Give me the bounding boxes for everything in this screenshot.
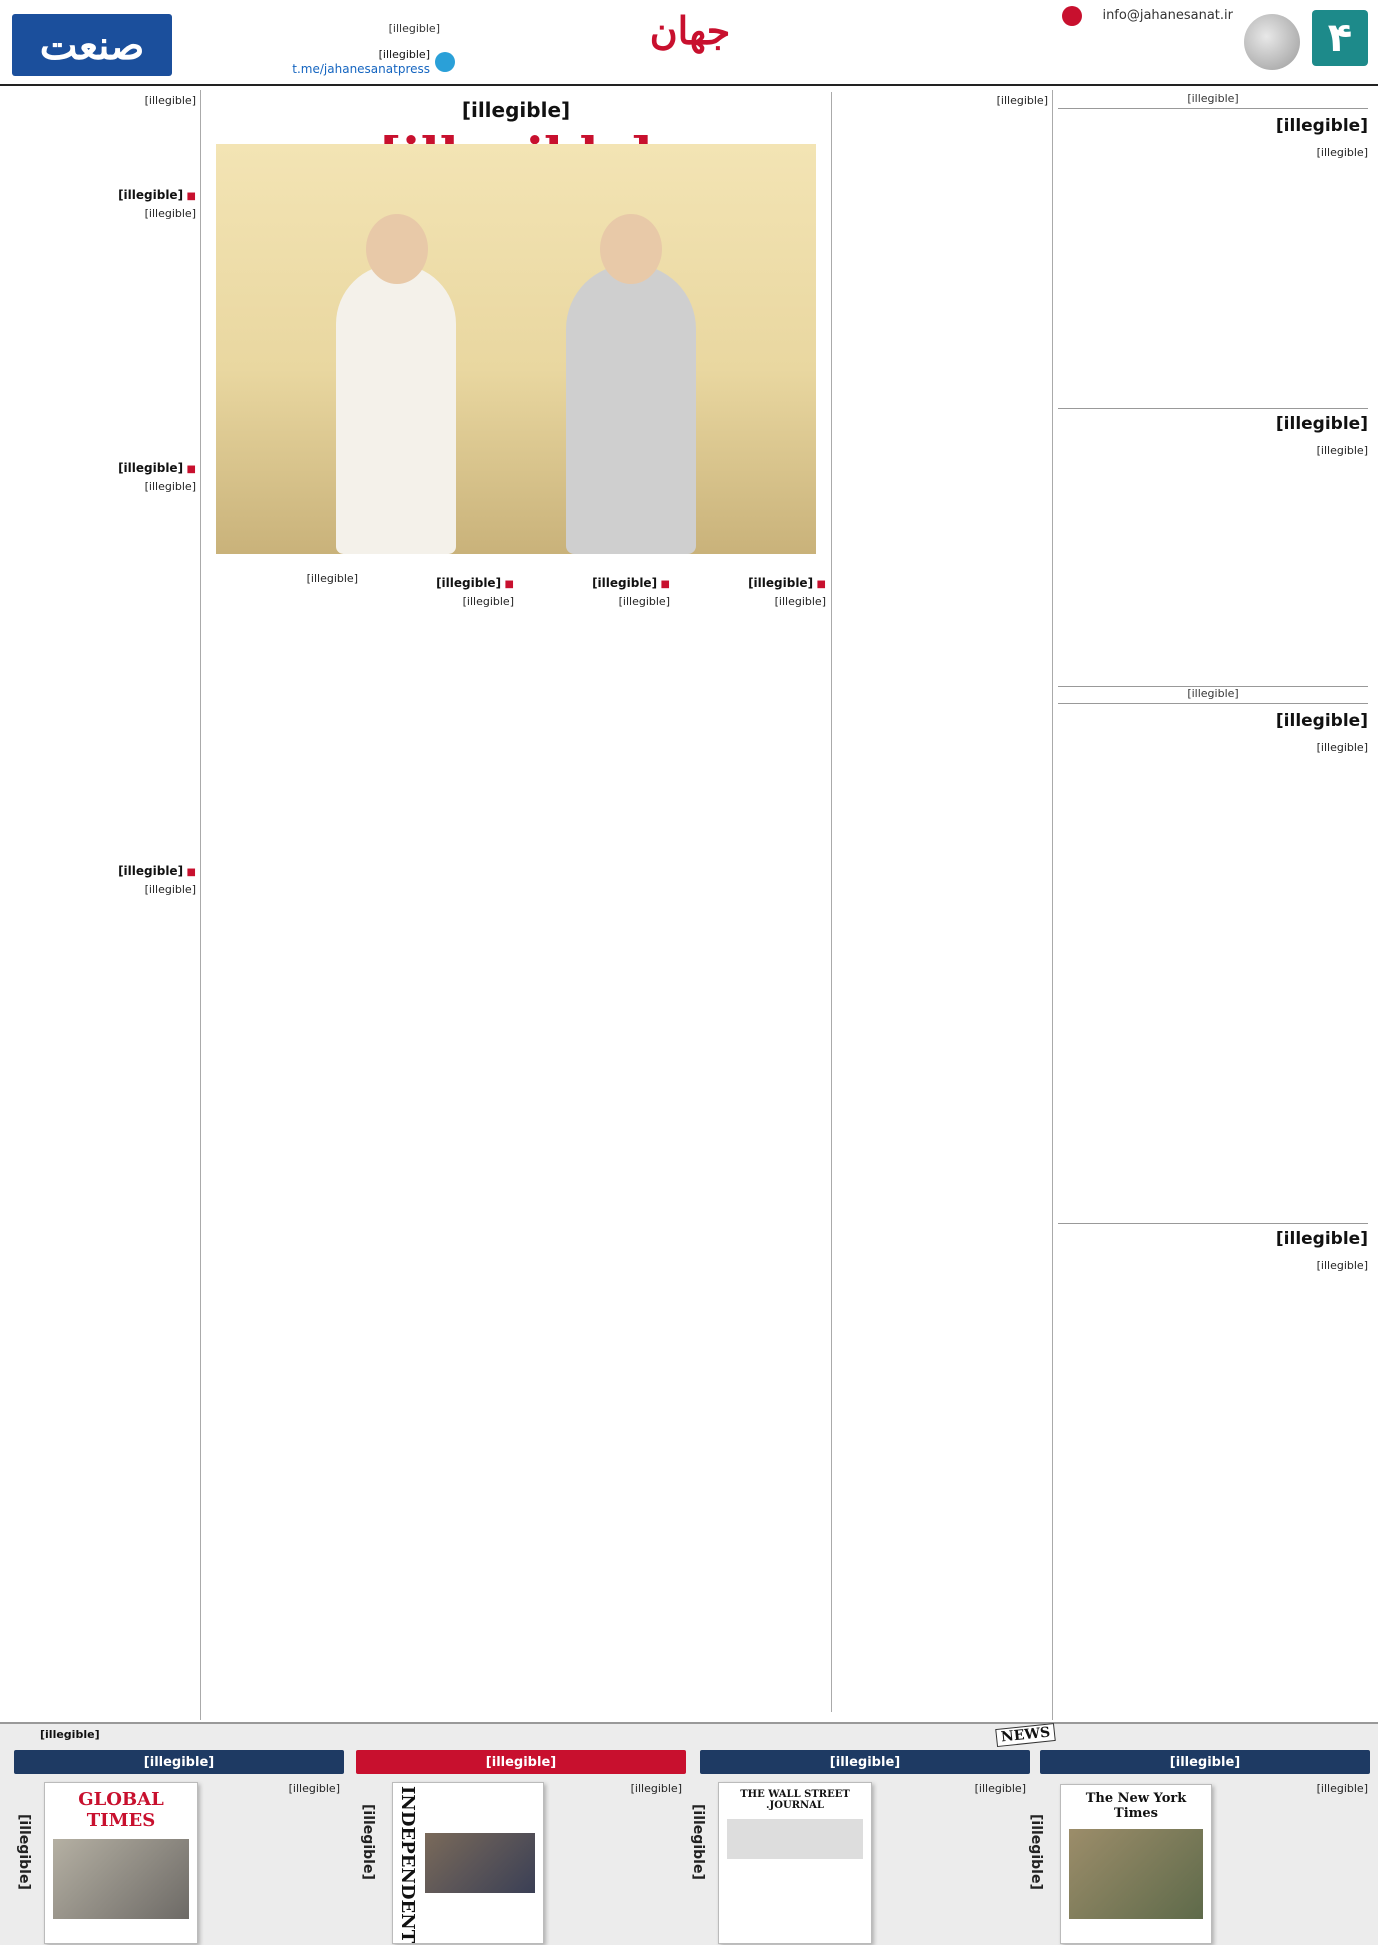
- panel-text: [illegible]: [1316, 1782, 1368, 1795]
- main-supertitle: [illegible]: [461, 98, 571, 122]
- panel-text: [illegible]: [288, 1782, 340, 1795]
- main-col-text: [illegible]: [144, 883, 196, 896]
- panel-title[interactable]: [illegible]: [14, 1750, 344, 1774]
- main-subhead: ■ [illegible]: [8, 188, 196, 202]
- story-body: [illegible]: [1316, 145, 1368, 159]
- story-italy-manufacturing: [1058, 413, 1368, 682]
- paper-masthead: THE WALL STREET JOURNAL.: [740, 1789, 850, 1811]
- main-col-text: [illegible]: [618, 595, 670, 608]
- newspaper-thumbnail: [44, 1782, 198, 1944]
- main-photo: [216, 144, 816, 554]
- newspaper-thumbnail: [1060, 1784, 1212, 1944]
- main-subhead: ■ [illegible]: [522, 576, 670, 590]
- main-story: [206, 92, 1048, 1717]
- news-badge: NEWS: [995, 1723, 1056, 1747]
- main-col-text: [illegible]: [144, 480, 196, 493]
- story-title[interactable]: [illegible]: [1275, 413, 1368, 434]
- telegram-text: [illegible]: [378, 48, 430, 61]
- main-col-text: [illegible]: [144, 207, 196, 220]
- issue-info: [illegible]: [388, 22, 440, 35]
- contact-email[interactable]: info@jahanesanat.ir: [1102, 8, 1233, 23]
- main-lead: [illegible]: [996, 94, 1048, 107]
- main-subhead: ■ [illegible]: [8, 461, 196, 475]
- paper-name-label: [illegible]: [16, 1814, 32, 1890]
- paper-name-label: [illegible]: [690, 1804, 706, 1880]
- story-kicker: [illegible]: [1058, 687, 1368, 704]
- page-number: ۴: [1312, 10, 1368, 66]
- paper-name-label: [illegible]: [360, 1804, 376, 1880]
- newspaper-thumbnail: [718, 1782, 872, 1944]
- main-col-b: [678, 570, 826, 1710]
- story-wage-increase: [1058, 92, 1368, 404]
- paper-masthead: INDEPENDENT: [397, 1785, 418, 1943]
- press-review-strip: [0, 1722, 1378, 1945]
- main-col-text: [illegible]: [144, 94, 196, 107]
- main-col-d: [366, 570, 514, 1710]
- main-col-c: [522, 570, 670, 1710]
- story-body: [illegible]: [1316, 740, 1368, 754]
- page-header: [0, 0, 1378, 86]
- telegram-link[interactable]: t.me/jahanesanatpress: [292, 62, 430, 76]
- main-subhead: ■ [illegible]: [8, 864, 196, 878]
- story-title[interactable]: [illegible]: [1275, 1228, 1368, 1249]
- story-body: [illegible]: [1316, 443, 1368, 457]
- main-subhead: ■ [illegible]: [366, 576, 514, 590]
- paper-masthead: The New York Times: [1085, 1791, 1187, 1821]
- main-col-text: [illegible]: [462, 595, 514, 608]
- paper-masthead: GLOBAL TIMES: [78, 1789, 164, 1831]
- story-body: [illegible]: [1316, 1258, 1368, 1272]
- main-subhead: ■ [illegible]: [678, 576, 826, 590]
- story-title[interactable]: [illegible]: [1275, 710, 1368, 731]
- story-kicker: [illegible]: [1058, 92, 1368, 109]
- main-col-a: [208, 570, 358, 1710]
- section-title: جهان: [649, 8, 731, 53]
- panel-text: [illegible]: [974, 1782, 1026, 1795]
- mail-icon: [1062, 6, 1082, 26]
- paper-name-label: [illegible]: [1028, 1814, 1044, 1890]
- main-col-text: [illegible]: [774, 595, 826, 608]
- left-column: [8, 92, 196, 1717]
- right-column: [1058, 92, 1368, 1717]
- story-title[interactable]: [illegible]: [1275, 116, 1368, 136]
- newspaper-thumbnail: [392, 1782, 544, 1944]
- panel-text: [illegible]: [630, 1782, 682, 1795]
- story-russia-warning: [1058, 1228, 1368, 1587]
- newspaper-logo: صنعت: [12, 14, 172, 76]
- globe-icon: [1244, 14, 1300, 70]
- panel-title[interactable]: [illegible]: [356, 1750, 686, 1774]
- story-nato-defence: [1058, 687, 1368, 1219]
- panel-title[interactable]: [illegible]: [1040, 1750, 1370, 1774]
- main-col-text: [illegible]: [306, 572, 358, 585]
- telegram-icon: [435, 52, 455, 72]
- strip-label: [illegible]: [40, 1728, 100, 1741]
- panel-title[interactable]: [illegible]: [700, 1750, 1030, 1774]
